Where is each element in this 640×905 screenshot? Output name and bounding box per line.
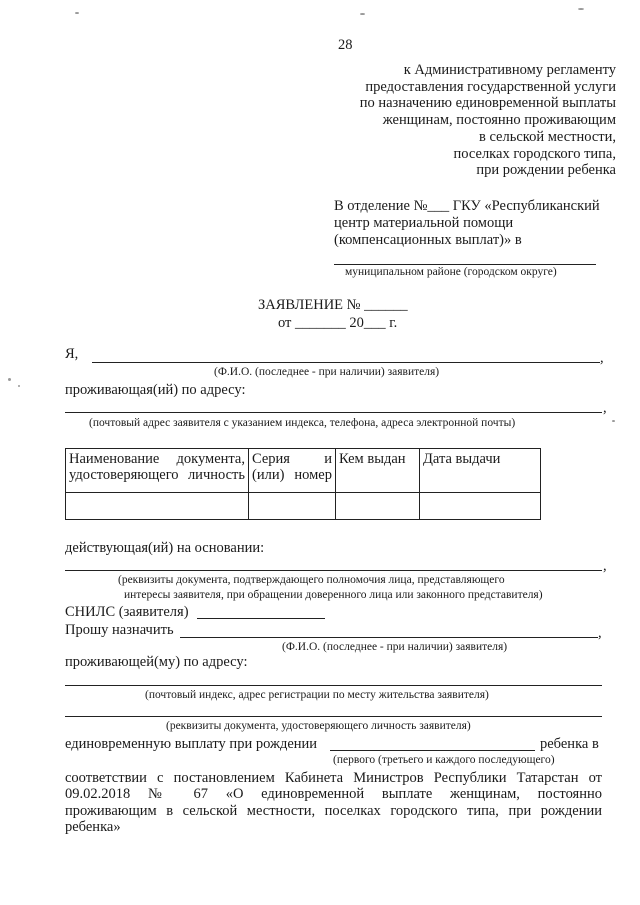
comma: , (603, 400, 607, 416)
header-doc-name: Наименование документа, удостоверяющего личность (69, 451, 245, 483)
table-header-cell (249, 449, 336, 493)
comma: , (600, 350, 604, 366)
child-order-caption: (первого (третьего и каждого последующего) (333, 754, 555, 766)
payment-text-after: ребенка в (540, 736, 599, 752)
header-series-number: Серия и (или) номер (252, 451, 332, 483)
district-field[interactable] (334, 264, 596, 265)
header-line: к Административному регламенту (403, 62, 616, 78)
scan-speck (578, 8, 584, 10)
payment-text: единовременную выплату при рождении (65, 736, 318, 752)
applicant-fio-field[interactable] (92, 362, 600, 363)
header-line: по назначению единовременной выплаты (359, 95, 616, 112)
closing-line: ребенка» (65, 818, 121, 835)
table-cell[interactable] (249, 493, 336, 520)
request-address-caption: (почтовый индекс, адрес регистрации по месту жительства заявителя) (145, 689, 489, 701)
addressee-line: (компенсационных выплат)» в (334, 232, 522, 248)
page-number: 28 (338, 37, 353, 53)
identity-document-table (65, 448, 541, 520)
basis-field[interactable] (65, 570, 602, 571)
child-order-field[interactable] (330, 750, 535, 751)
application-date: от _______ 20___ г. (278, 315, 398, 331)
header-line: предоставления государственной услуги (365, 78, 616, 95)
basis-label: действующая(ий) на основании: (65, 540, 265, 556)
scan-speck (18, 385, 20, 387)
applicant-address-field[interactable] (65, 412, 602, 413)
scan-speck (8, 378, 11, 381)
addressee-line: центр материальной помощи (334, 215, 514, 231)
header-line: при рождении ребенка (476, 162, 616, 179)
table-cell[interactable] (420, 493, 541, 520)
district-caption: муниципальном районе (городском округе) (345, 266, 557, 278)
header-issued-by: Кем выдан (339, 451, 406, 467)
comma: , (603, 558, 607, 574)
applicant-prefix: Я, (65, 346, 79, 362)
addressee-line: В отделение №___ ГКУ «Республиканский (334, 198, 600, 214)
request-address-label: проживающей(му) по адресу: (65, 654, 248, 670)
request-document-field[interactable] (65, 716, 602, 717)
request-fio-caption: (Ф.И.О. (последнее - при наличии) заявителя) (282, 641, 508, 653)
applicant-address-caption: (почтовый адрес заявителя с указанием индекса, телефона, адреса электронной почты) (89, 417, 516, 429)
header-line: поселках городского типа, (453, 145, 616, 162)
applicant-address-label: проживающая(ий) по адресу: (65, 382, 246, 398)
application-title: ЗАЯВЛЕНИЕ № ______ (258, 297, 408, 313)
table-row (66, 493, 541, 520)
header-line: в сельской местности, (478, 128, 616, 145)
scan-speck (360, 13, 365, 15)
table-header-cell (420, 449, 541, 493)
header-line: женщинам, постоянно проживающим (382, 112, 616, 129)
closing-paragraph (65, 770, 602, 835)
scan-speck (75, 12, 79, 14)
header-issue-date: Дата выдачи (423, 451, 501, 467)
comma: , (598, 625, 602, 641)
table-header-cell (336, 449, 420, 493)
request-address-field[interactable] (65, 685, 602, 686)
snils-label: СНИЛС (заявителя) (65, 604, 189, 620)
request-fio-field[interactable] (180, 637, 598, 638)
table-header-cell (66, 449, 249, 493)
table-cell[interactable] (336, 493, 420, 520)
basis-caption: (реквизиты документа, подтверждающего полномочия лица, представляющего (118, 574, 505, 586)
header-block (360, 62, 616, 179)
applicant-fio-caption: (Ф.И.О. (последнее - при наличии) заявителя) (214, 366, 440, 378)
snils-field[interactable] (197, 618, 325, 619)
table-cell[interactable] (66, 493, 249, 520)
closing-line: проживающим в сельской местности, поселках городского типа, при рождении (65, 802, 602, 819)
request-document-caption: (реквизиты документа, удостоверяющего личность заявителя) (166, 720, 471, 732)
closing-line: соответствии с постановлением Кабинета Министров Республики Татарстан от (65, 770, 602, 786)
closing-line: 09.02.2018 № 67 «О единовременной выплате женщинам, постоянно (65, 786, 602, 803)
request-label: Прошу назначить (65, 622, 174, 638)
table-header-row (66, 449, 541, 493)
scan-speck (612, 420, 615, 422)
basis-caption: интересы заявителя, при обращении доверенного лица или законного представителя) (124, 589, 543, 601)
